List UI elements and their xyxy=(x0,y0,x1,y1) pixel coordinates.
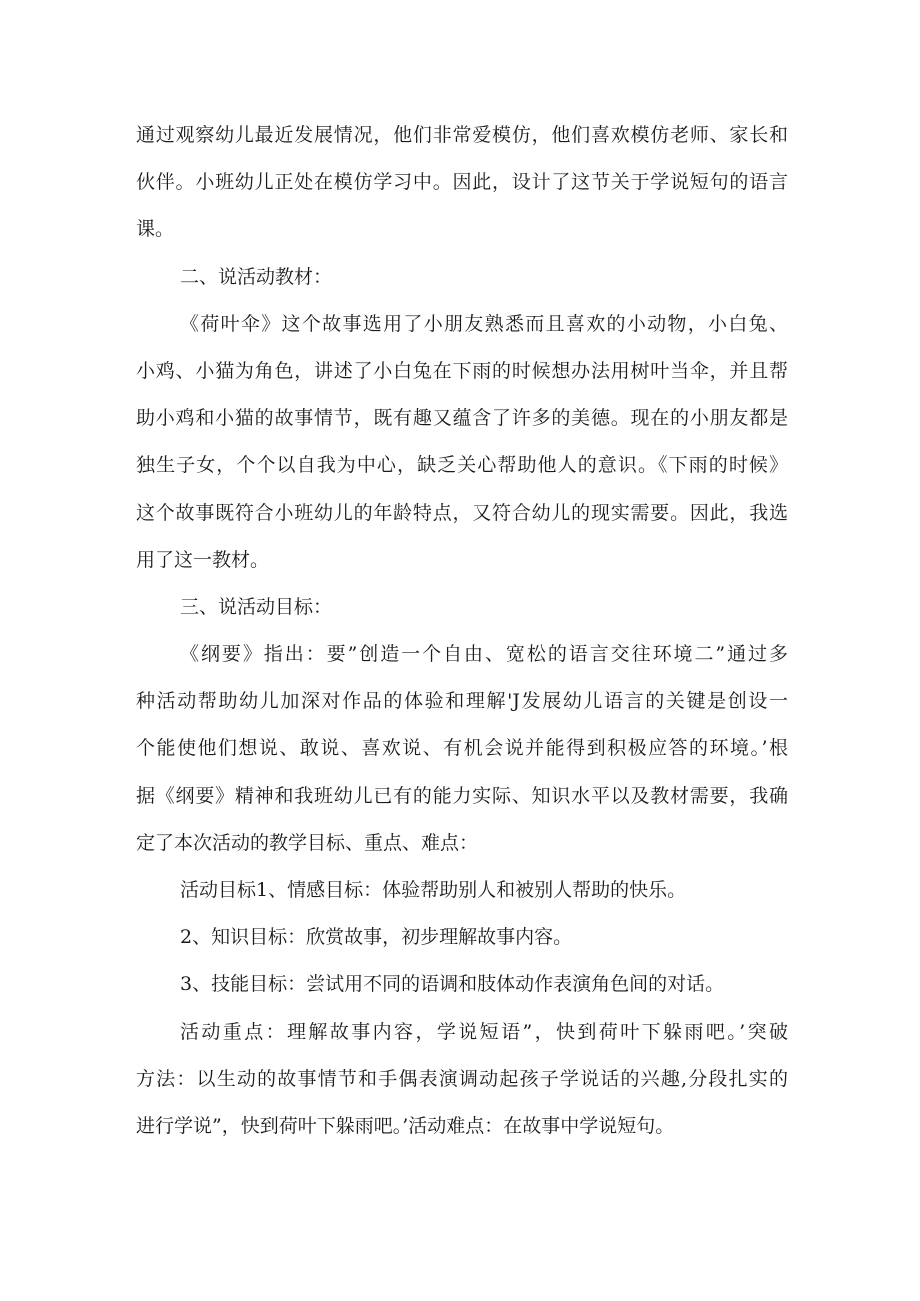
paragraph xyxy=(136,631,788,867)
paragraph xyxy=(136,301,788,584)
text-line: 小鸡、小猫为角色，讲述了小白兔在下雨的时候想办法用树叶当伞，并且帮 xyxy=(136,359,788,382)
text-line: 活动重点：理解故事内容，学说短语”，快到荷叶下躲雨吧。’突破 xyxy=(180,1020,788,1043)
text-line: 通过观察幼儿最近发展情况，他们非常爱模仿，他们喜欢模仿老师、家长和 xyxy=(136,124,788,146)
text-line: 定了本次活动的教学目标、重点、难点： xyxy=(136,831,479,854)
text-line: 活动目标1、情感目标：体验帮助别人和被别人帮助的快乐。 xyxy=(180,879,687,901)
text-line: 课。 xyxy=(136,218,175,241)
section-heading: 二、说活动教材： xyxy=(180,265,333,288)
text-line: 据《纲要》精神和我班幼儿已有的能力实际、知识水平以及教材需要，我确 xyxy=(136,784,788,807)
text-line: 用了这一教材。 xyxy=(136,548,270,571)
text-line: 个能使他们想说、敢说、喜欢说、有机会说并能得到积极应答的环境。’根 xyxy=(136,737,788,760)
section-heading: 三、说活动目标： xyxy=(180,595,333,618)
text-line: 2、知识目标：欣赏故事，初步理解故事内容。 xyxy=(180,926,573,949)
text-line: 助小鸡和小猫的故事情节，既有趣又蕴含了许多的美德。现在的小朋友都是 xyxy=(136,407,788,430)
text-line: 方法：以生动的故事情节和手偶表演调动起孩子学说话的兴趣,分段扎实的 xyxy=(136,1067,788,1090)
text-line: 《纲要》指出：要”创造一个自由、宽松的语言交往环境二”通过多 xyxy=(180,643,788,666)
paragraph xyxy=(136,1009,788,1151)
text-line: 独生子女，个个以自我为中心，缺乏关心帮助他人的意识。《下雨的时候》 xyxy=(136,454,788,477)
text-line: 3、技能目标：尝试用不同的语调和肢体动作表演角色间的对话。 xyxy=(180,973,725,996)
paragraph xyxy=(136,112,788,254)
text-line: 《荷叶伞》这个故事选用了小朋友熟悉而且喜欢的小动物，小白兔、 xyxy=(180,312,788,335)
text-line: 这个故事既符合小班幼儿的年龄特点，又符合幼儿的现实需要。因此，我选 xyxy=(136,501,788,524)
text-line: 种活动帮助幼儿加深对作品的体验和理解'J发展幼儿语言的关键是创设一 xyxy=(136,690,788,713)
text-line: 进行学说”，快到荷叶下躲雨吧。’活动难点：在故事中学说短句。 xyxy=(136,1114,675,1137)
document-body xyxy=(136,112,788,1150)
text-line: 伙伴。小班幼儿正处在模仿学习中。因此，设计了这节关于学说短句的语言 xyxy=(136,171,788,194)
